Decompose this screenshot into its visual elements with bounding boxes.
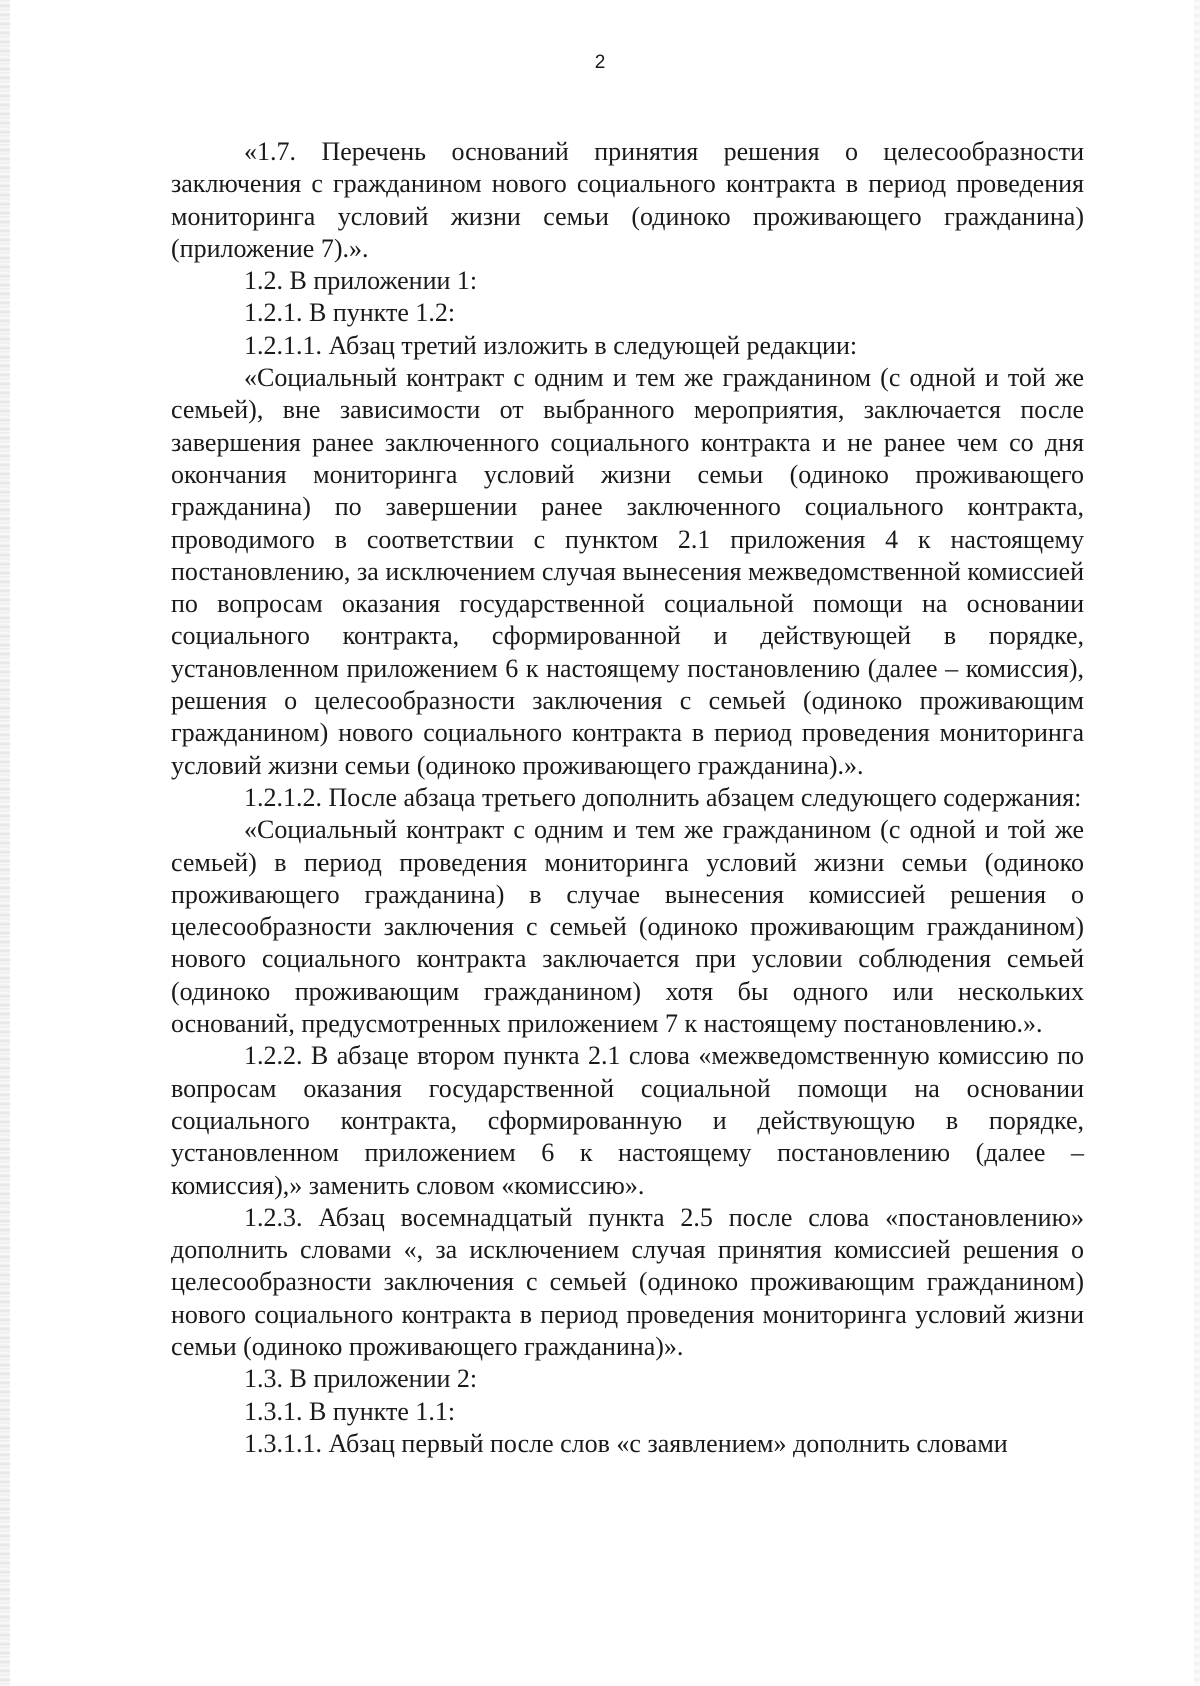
paragraph-1-7: «1.7. Перечень оснований принятия решения о целесообразности заключения с гражданином нового социального контракта в период проведения мониторинга условий жизни семьи (одиноко проживающего гражданина) (приложение 7).». [171,137,1084,263]
paragraph-1-2-1: 1.2.1. В пункте 1.2: [244,298,456,328]
paragraph-1-3-1: 1.3.1. В пункте 1.1: [244,1396,456,1426]
scan-edge-right [1194,0,1200,1686]
page-number: 2 [594,52,606,73]
scan-edge-left [0,0,10,1686]
paragraph-1-3-1-1: 1.3.1.1. Абзац первый после слов «с заявлением» дополнить словами [244,1428,1008,1458]
paragraph-1-2: 1.2. В приложении 1: [244,266,478,296]
paragraph-1-2-2: 1.2.2. В абзаце втором пункта 2.1 слова «межведомственную комиссию по вопросам оказания государственной социальной помощи на основании социального контракта, сформированную и действующую в порядке, установленном приложением 6 к настоящему постановлению (далее – комиссия),» заменить словом «комиссию». [171,1041,1084,1200]
paragraph-1-2-3: 1.2.3. Абзац восемнадцатый пункта 2.5 после слова «постановлению» дополнить словами «, за исключением случая принятия комиссией решения о целесообразности заключения с семьей (одиноко проживающим гражданином) нового социального контракта в период проведения мониторинга условий жизни семьи (одиноко проживающего гражданина)». [171,1202,1084,1361]
document-body [171,136,1084,1460]
paragraph-quote-1: «Социальный контракт с одним и тем же гражданином (с одной и той же семьей), вне зависимости от выбранного мероприятия, заключается после завершения ранее заключенного социального контракта и не ранее чем со дня окончания мониторинга условий жизни семьи (одиноко проживающего гражданина) по завершении ранее заключенного социального контракта, проводимого в соответствии с пунктом 2.1 приложения 4 к настоящему постановлению, за исключением случая вынесения межведомственной комиссией по вопросам оказания государственной социальной помощи на основании социального контракта, сформированной и действующей в порядке, установленном приложением 6 к настоящему постановлению (далее – комиссия), решения о целесообразности заключения с семьей (одиноко проживающим гражданином) нового социального контракта в период проведения мониторинга условий жизни семьи (одиноко проживающего гражданина).». [171,363,1084,780]
paragraph-1-2-1-1: 1.2.1.1. Абзац третий изложить в следующей редакции: [244,330,858,360]
paragraph-1-3: 1.3. В приложении 2: [244,1364,478,1394]
paragraph-quote-2: «Социальный контракт с одним и тем же гражданином (с одной и той же семьей) в период проведения мониторинга условий жизни семьи (одиноко проживающего гражданина) в случае вынесения комиссией решения о целесообразности заключения с семьей (одиноко проживающим гражданином) нового социального контракта заключается при условии соблюдения семьей (одиноко проживающим гражданином) хотя бы одного или нескольких оснований, предусмотренных приложением 7 к настоящему постановлению.». [171,815,1084,1039]
paragraph-1-2-1-2: 1.2.1.2. После абзаца третьего дополнить абзацем следующего содержания: [244,782,1082,812]
